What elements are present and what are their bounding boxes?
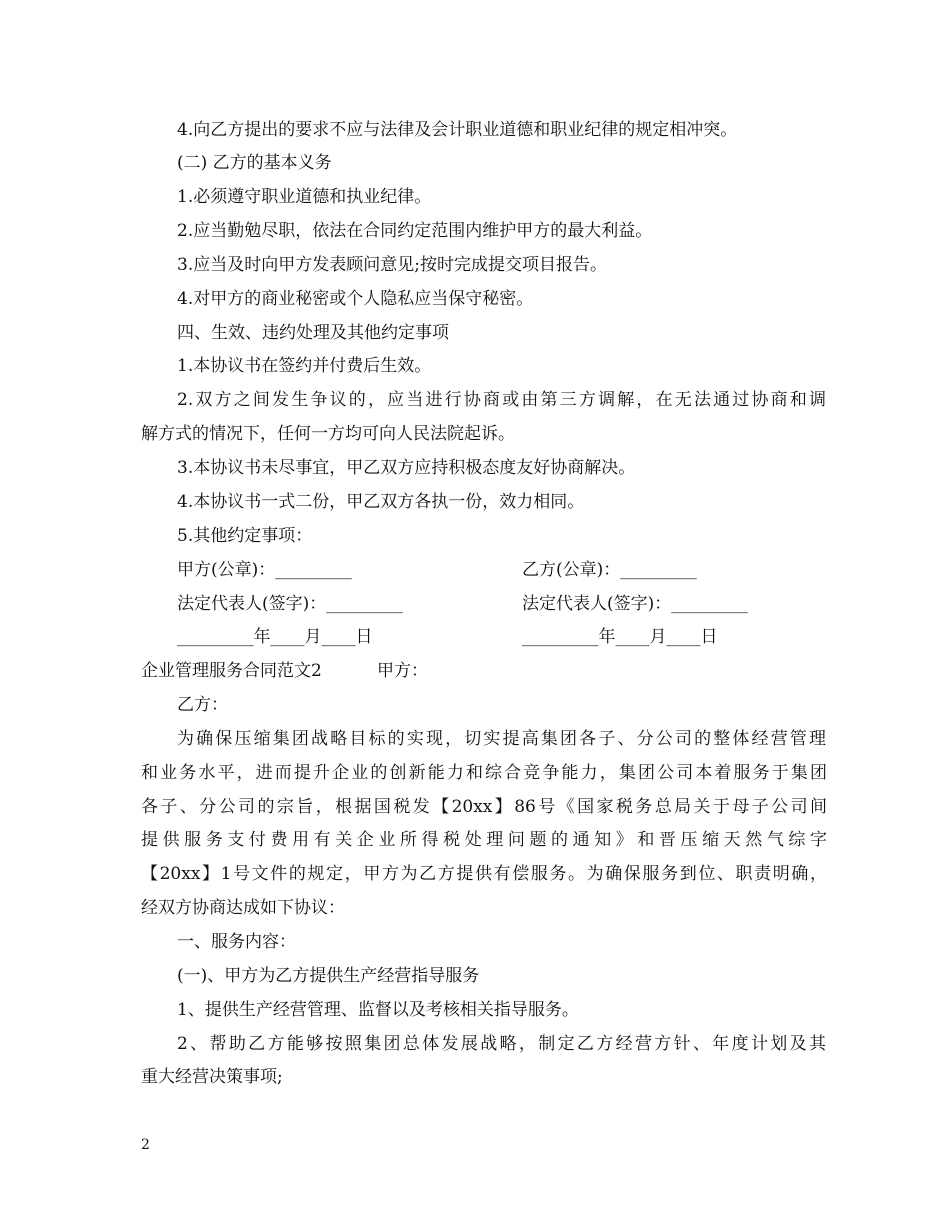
clause-b4: 4.对甲方的商业秘密或个人隐私应当保守秘密。 <box>177 289 534 309</box>
contract2-section-one: 一、服务内容： <box>177 932 296 952</box>
section-heading-b-duties: (二) 乙方的基本义务 <box>177 153 332 173</box>
party-a-date: _________年____月____日 <box>177 627 373 647</box>
contract2-intro-line-1: 为确保压缩集团战略目标的实现，切实提高集团各子、分公司的整体经营管理 <box>177 729 826 749</box>
clause-4-2: 2.双方之间发生争议的，应当进行协商或由第三方调解，在无法通过协商和调 <box>177 390 826 410</box>
clause-4-3: 3.本协议书未尽事宜，甲乙双方应持积极态度友好协商解决。 <box>177 458 636 478</box>
party-b-representative: 法定代表人(签字)：_________ <box>522 594 748 614</box>
contract2-item-1: 1、提供生产经营管理、监督以及考核相关指导服务。 <box>177 1000 579 1020</box>
clause-4-5: 5.其他约定事项： <box>177 526 313 546</box>
contract2-intro-line-2: 和业务水平，进而提升企业的创新能力和综合竞争能力，集团公司本着服务于集团 <box>141 763 827 783</box>
clause-4-4: 4.本协议书一式二份，甲乙双方各执一份，效力相同。 <box>177 492 585 512</box>
contract2-intro-line-6: 经双方协商达成如下协议： <box>141 898 345 918</box>
party-b-date: _________年____月____日 <box>522 627 718 647</box>
contract2-intro-line-3: 各子、分公司的宗旨，根据国税发【20xx】86号《国家税务总局关于母子公司间 <box>141 797 827 817</box>
contract2-item-2: 2、帮助乙方能够按照集团总体发展战略，制定乙方经营方针、年度计划及其 <box>177 1034 826 1054</box>
party-b-seal: 乙方(公章)：_________ <box>522 560 697 580</box>
contract2-intro-line-5: 【20xx】1号文件的规定，甲方为乙方提供有偿服务。为确保服务到位、职责明确， <box>141 864 827 884</box>
clause-b1: 1.必须遵守职业道德和执业纪律。 <box>177 187 432 207</box>
clause-b2: 2.应当勤勉尽职，依法在合同约定范围内维护甲方的最大利益。 <box>177 221 653 241</box>
clause-b3: 3.应当及时向甲方发表顾问意见;按时完成提交项目报告。 <box>177 255 607 275</box>
section-heading-four: 四、生效、违约处理及其他约定事项 <box>177 323 449 343</box>
clause-a4: 4.向乙方提出的要求不应与法律及会计职业道德和职业纪律的规定相冲突。 <box>177 120 738 140</box>
party-a-representative: 法定代表人(签字)：_________ <box>177 594 403 614</box>
contract2-party-b: 乙方： <box>177 695 228 715</box>
contract2-party-a: 甲方： <box>377 661 428 681</box>
page-number: 2 <box>141 1137 150 1153</box>
contract2-intro-line-4: 提供服务支付费用有关企业所得税处理问题的通知》和晋压缩天然气综字 <box>141 830 827 850</box>
party-a-seal: 甲方(公章)：_________ <box>177 560 352 580</box>
contract2-item-2-cont: 重大经营决策事项; <box>141 1067 283 1087</box>
contract2-subsection-1: (一)、甲方为乙方提供生产经营指导服务 <box>177 966 480 986</box>
clause-4-1: 1.本协议书在签约并付费后生效。 <box>177 356 432 376</box>
contract2-heading: 企业管理服务合同范文2 <box>141 661 322 681</box>
clause-4-2-cont: 解方式的情况下，任何一方均可向人民法院起诉。 <box>141 424 515 444</box>
